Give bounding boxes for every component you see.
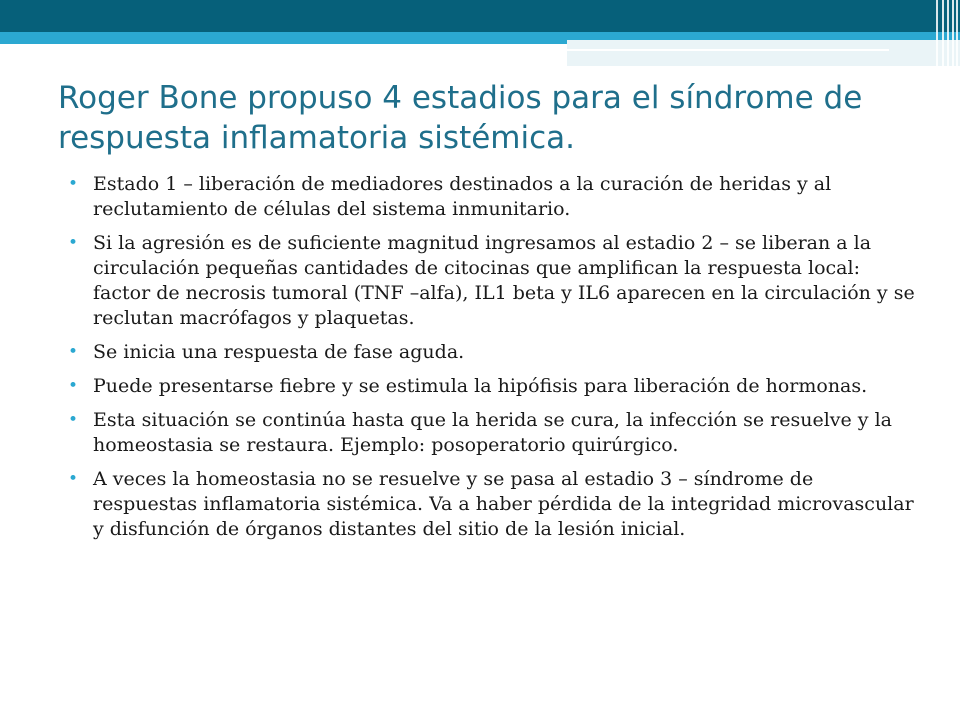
bullet-text: Puede presentarse fiebre y se estimula la hipófisis para liberación de hormonas. [93,375,868,397]
bullet-dot: • [68,174,79,194]
bullet-dot: • [68,233,79,253]
bullet-text: A veces la homeostasia no se resuelve y se pasa al estadio 3 – síndrome de respuestas inflamatoria sistémica. Va a haber pérdida de la integridad microvascular y disfunción de órganos distantes del sitio de la lesión inicial. [93,468,914,540]
header-band-step [567,40,960,66]
bullet-item [66,467,916,542]
bullet-item [66,172,916,222]
header-band-dark [0,0,960,32]
bullet-item [66,231,916,331]
bullet-text: Estado 1 – liberación de mediadores destinados a la curación de heridas y al reclutamiento de células del sistema inmunitario. [93,173,832,220]
bullet-text: Esta situación se continúa hasta que la herida se cura, la infección se resuelve y la homeostasia se restaura. Ejemplo: posoperatorio quirúrgico. [93,409,892,456]
header-stripes [930,0,960,66]
bullet-text: Si la agresión es de suficiente magnitud ingresamos al estadio 2 – se liberan a la circulación pequeñas cantidades de citocinas que amplifican la respuesta local: factor de necrosis tumoral (TNF –alfa), IL1 beta y IL6 aparecen en la circulación y se reclutan macrófagos y plaquetas. [93,232,915,329]
slide-title: Roger Bone propuso 4 estadios para el síndrome de respuesta inflamatoria sistémica. [58,80,863,156]
bullet-item [66,340,916,365]
bullet-dot: • [68,469,79,489]
bullet-list [66,172,916,542]
bullet-item [66,374,916,399]
header-band [0,0,960,66]
bullet-dot: • [68,410,79,430]
slide-content [66,172,916,551]
bullet-item [66,408,916,458]
bullet-dot: • [68,342,79,362]
header-band-line [567,49,889,51]
bullet-dot: • [68,376,79,396]
bullet-text: Se inicia una respuesta de fase aguda. [93,341,465,363]
